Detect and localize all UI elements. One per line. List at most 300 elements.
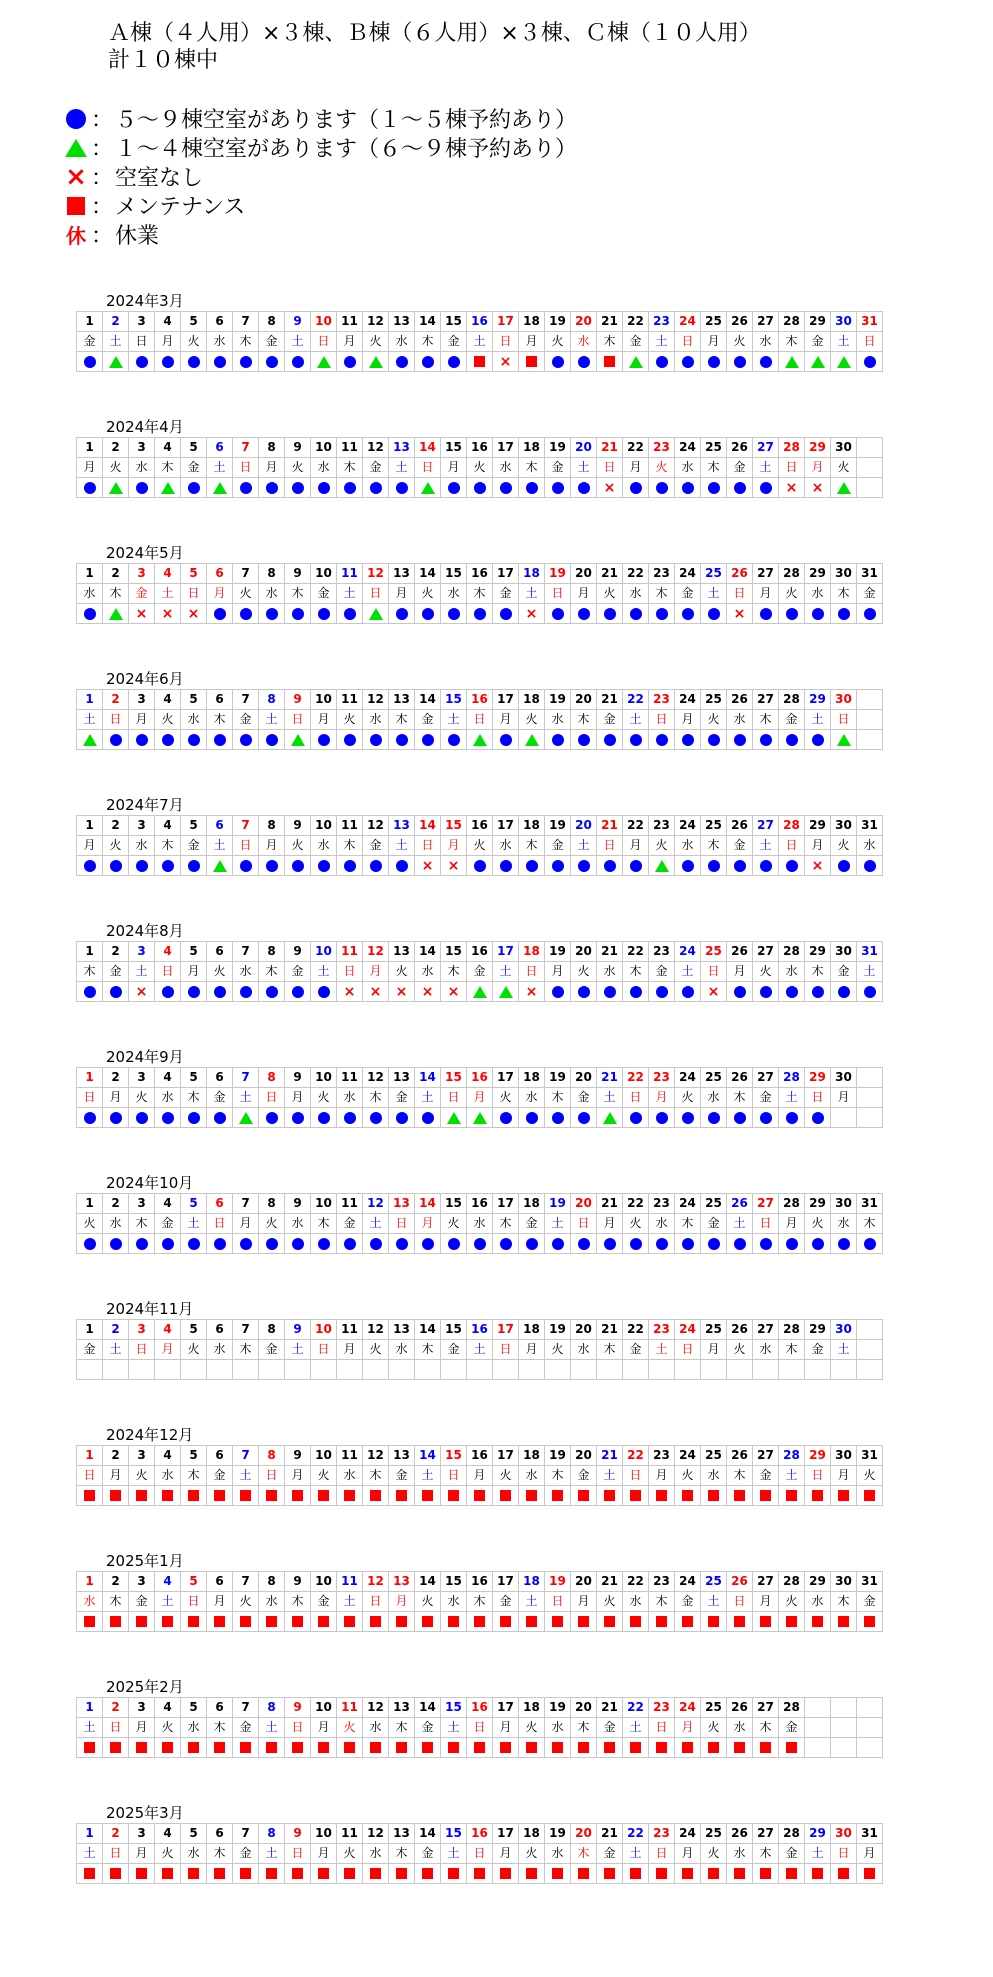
few-vacancy-triangle-icon — [525, 734, 539, 746]
maintenance-square-icon — [214, 1742, 225, 1753]
status-cell — [831, 1234, 857, 1254]
status-cell — [77, 1486, 103, 1506]
weekday-label: 火 — [701, 710, 727, 730]
status-cell — [233, 1864, 259, 1884]
vacancy-circle-icon — [318, 860, 330, 872]
status-cell — [831, 1360, 857, 1380]
status-cell — [675, 352, 701, 372]
weekday-label: 土 — [493, 962, 519, 982]
vacancy-circle-icon — [838, 1238, 850, 1250]
weekday-label: 金 — [805, 332, 831, 352]
weekday-label: 月 — [493, 1844, 519, 1864]
weekday-label: 水 — [779, 962, 805, 982]
day-number: 28 — [779, 438, 805, 458]
weekday-label: 金 — [415, 1718, 441, 1738]
weekday-label: 月 — [441, 836, 467, 856]
status-cell — [519, 1360, 545, 1380]
vacancy-circle-icon — [682, 482, 694, 494]
vacancy-circle-icon — [656, 1112, 668, 1124]
status-cell — [285, 1486, 311, 1506]
weekday-label: 木 — [545, 1088, 571, 1108]
status-cell — [805, 352, 831, 372]
status-cell — [493, 1738, 519, 1758]
status-cell — [571, 1738, 597, 1758]
day-number: 24 — [675, 1320, 701, 1340]
day-number: 21 — [597, 1194, 623, 1214]
status-cell — [519, 1234, 545, 1254]
day-number: 16 — [467, 438, 493, 458]
maintenance-square-icon — [604, 1616, 615, 1627]
day-number: 26 — [727, 312, 753, 332]
day-number: 16 — [467, 312, 493, 332]
status-cell — [805, 1360, 831, 1380]
maintenance-square-icon — [734, 1868, 745, 1879]
weekday-label: 木 — [623, 962, 649, 982]
day-number: 28 — [779, 942, 805, 962]
day-number: 22 — [623, 1068, 649, 1088]
status-cell — [831, 856, 857, 876]
weekday-label: 水 — [727, 1718, 753, 1738]
legend — [66, 104, 577, 249]
maintenance-square-icon — [760, 1868, 771, 1879]
weekday-label: 土 — [805, 1844, 831, 1864]
day-number: 20 — [571, 816, 597, 836]
weekday-label: 水 — [727, 710, 753, 730]
day-number: 30 — [831, 1446, 857, 1466]
vacancy-circle-icon — [292, 1238, 304, 1250]
maintenance-square-icon — [422, 1742, 433, 1753]
weekday-label: 土 — [363, 1214, 389, 1234]
month-calendar — [76, 922, 883, 1048]
weekday-label: 日 — [181, 584, 207, 604]
legend-item-kyu — [66, 220, 577, 249]
status-cell — [103, 1360, 129, 1380]
status-cell — [493, 730, 519, 750]
weekday-label: 日 — [701, 962, 727, 982]
day-number: 30 — [831, 942, 857, 962]
status-row — [77, 352, 883, 372]
status-cell — [103, 1486, 129, 1506]
day-number: 12 — [363, 942, 389, 962]
status-cell — [831, 982, 857, 1002]
weekday-label: 金 — [753, 1466, 779, 1486]
full-cross-icon: × — [369, 983, 382, 1000]
weekday-label: 金 — [545, 458, 571, 478]
day-number: 13 — [389, 1320, 415, 1340]
day-number: 19 — [545, 438, 571, 458]
maintenance-square-icon — [266, 1868, 277, 1879]
status-cell — [727, 478, 753, 498]
status-cell — [415, 1738, 441, 1758]
weekday-label: 金 — [571, 1466, 597, 1486]
legend-colon: ： — [91, 137, 114, 162]
status-row — [77, 478, 883, 498]
day-number: 28 — [779, 312, 805, 332]
maintenance-square-icon — [474, 1742, 485, 1753]
weekday-label: 日 — [597, 458, 623, 478]
status-cell — [233, 1612, 259, 1632]
weekday-label: 日 — [129, 1340, 155, 1360]
weekday-label: 木 — [207, 1844, 233, 1864]
status-cell — [155, 478, 181, 498]
status-cell — [207, 1864, 233, 1884]
weekday-label: 金 — [623, 332, 649, 352]
vacancy-circle-icon — [604, 1238, 616, 1250]
day-number: 24 — [675, 1698, 701, 1718]
weekday-label: 月 — [129, 1718, 155, 1738]
day-number: 27 — [753, 1698, 779, 1718]
status-cell — [311, 352, 337, 372]
day-number: 30 — [831, 816, 857, 836]
weekday-label: 日 — [233, 836, 259, 856]
weekday-label: 金 — [363, 458, 389, 478]
day-number: 27 — [753, 1068, 779, 1088]
few-vacancy-triangle-icon — [213, 482, 227, 494]
vacancy-circle-icon — [396, 608, 408, 620]
weekday-label: 月 — [857, 1844, 883, 1864]
status-cell — [545, 604, 571, 624]
weekday-label: 水 — [701, 1088, 727, 1108]
status-cell — [441, 604, 467, 624]
day-number: 2 — [103, 816, 129, 836]
weekday-label: 水 — [597, 962, 623, 982]
day-number: 7 — [233, 1320, 259, 1340]
status-cell — [779, 1360, 805, 1380]
vacancy-circle-icon — [370, 1112, 382, 1124]
status-cell — [623, 1738, 649, 1758]
day-number: 6 — [207, 564, 233, 584]
maintenance-square-icon — [786, 1616, 797, 1627]
day-number: 12 — [363, 312, 389, 332]
status-cell — [753, 1864, 779, 1884]
day-number: 13 — [389, 1068, 415, 1088]
status-cell — [727, 1738, 753, 1758]
day-number: 28 — [779, 1572, 805, 1592]
status-cell — [519, 856, 545, 876]
day-number: 20 — [571, 1446, 597, 1466]
weekday-label: 日 — [129, 332, 155, 352]
day-number: 26 — [727, 564, 753, 584]
status-cell — [103, 730, 129, 750]
vacancy-circle-icon — [474, 860, 486, 872]
few-vacancy-triangle-icon — [447, 1112, 461, 1124]
vacancy-circle-icon — [214, 986, 226, 998]
vacancy-circle-icon — [266, 482, 278, 494]
status-cell — [831, 1486, 857, 1506]
status-cell — [675, 856, 701, 876]
day-number: 23 — [649, 1320, 675, 1340]
day-number: 9 — [285, 690, 311, 710]
weekday-label: 水 — [103, 1214, 129, 1234]
status-cell — [77, 1612, 103, 1632]
maintenance-square-icon — [604, 1868, 615, 1879]
few-vacancy-triangle-icon — [785, 356, 799, 368]
status-cell — [857, 982, 883, 1002]
status-cell — [103, 604, 129, 624]
vacancy-circle-icon — [318, 608, 330, 620]
status-cell — [701, 604, 727, 624]
maintenance-square-icon — [84, 1742, 95, 1753]
status-cell — [311, 1738, 337, 1758]
status-cell — [129, 1486, 155, 1506]
weekday-label: 火 — [831, 458, 857, 478]
vacancy-circle-icon — [344, 1238, 356, 1250]
vacancy-circle-icon — [604, 986, 616, 998]
day-number: 6 — [207, 1572, 233, 1592]
weekday-label: 土 — [727, 1214, 753, 1234]
weekday-label: 金 — [311, 584, 337, 604]
weekday-label: 日 — [77, 1466, 103, 1486]
vacancy-circle-icon — [552, 608, 564, 620]
status-cell — [805, 982, 831, 1002]
weekday-label: 土 — [337, 1592, 363, 1612]
status-cell — [857, 1864, 883, 1884]
day-number: 29 — [805, 1068, 831, 1088]
vacancy-circle-icon — [188, 860, 200, 872]
status-cell — [649, 1486, 675, 1506]
status-cell — [701, 352, 727, 372]
status-cell — [519, 1108, 545, 1128]
status-cell — [519, 1738, 545, 1758]
vacancy-circle-icon — [136, 1112, 148, 1124]
vacancy-circle-icon — [292, 356, 304, 368]
day-number: 2 — [103, 312, 129, 332]
vacancy-circle-icon — [448, 482, 460, 494]
day-number: 24 — [675, 1446, 701, 1466]
weekday-label: 金 — [259, 332, 285, 352]
vacancy-circle-icon — [318, 986, 330, 998]
weekday-label: 水 — [675, 458, 701, 478]
weekday-label: 土 — [623, 1718, 649, 1738]
weekday-label: 月 — [753, 584, 779, 604]
status-cell — [155, 1486, 181, 1506]
weekday-label: 土 — [831, 332, 857, 352]
day-number: 26 — [727, 1824, 753, 1844]
day-number: 3 — [129, 816, 155, 836]
day-number: 16 — [467, 1068, 493, 1088]
day-number: 17 — [493, 564, 519, 584]
weekday-label: 日 — [493, 332, 519, 352]
weekday-label: 木 — [701, 836, 727, 856]
few-vacancy-triangle-icon — [603, 1112, 617, 1124]
status-cell — [103, 1108, 129, 1128]
weekday-label: 日 — [389, 1214, 415, 1234]
full-cross-icon: × — [525, 605, 538, 622]
day-number: 14 — [415, 1698, 441, 1718]
status-cell — [233, 1108, 259, 1128]
day-number: 23 — [649, 1698, 675, 1718]
weekday-label: 水 — [857, 836, 883, 856]
full-cross-icon: × — [161, 605, 174, 622]
day-number: 4 — [155, 1320, 181, 1340]
weekday-label: 月 — [519, 1340, 545, 1360]
vacancy-circle-icon — [708, 608, 720, 620]
status-cell — [779, 1612, 805, 1632]
weekday-label: 火 — [155, 1844, 181, 1864]
weekday-label: 日 — [805, 1466, 831, 1486]
status-cell — [571, 982, 597, 1002]
status-cell — [571, 1360, 597, 1380]
day-number: 22 — [623, 1194, 649, 1214]
day-number: 14 — [415, 1572, 441, 1592]
status-cell — [337, 1738, 363, 1758]
weekday-label: 月 — [337, 332, 363, 352]
status-cell — [753, 1234, 779, 1254]
status-cell — [701, 1360, 727, 1380]
vacancy-circle-icon — [578, 1238, 590, 1250]
day-number: 15 — [441, 1572, 467, 1592]
day-number: 21 — [597, 312, 623, 332]
weekday-label: 土 — [77, 1844, 103, 1864]
weekday-label: 木 — [181, 1088, 207, 1108]
maintenance-square-icon — [864, 1616, 875, 1627]
maintenance-square-icon — [604, 356, 615, 367]
status-cell — [493, 982, 519, 1002]
status-cell — [233, 352, 259, 372]
status-cell — [363, 982, 389, 1002]
weekday-label: 木 — [519, 458, 545, 478]
status-cell — [805, 856, 831, 876]
weekday-label: 月 — [285, 1088, 311, 1108]
status-cell — [259, 1234, 285, 1254]
day-number: 27 — [753, 1446, 779, 1466]
day-number: 5 — [181, 564, 207, 584]
month-table — [76, 1193, 883, 1254]
status-cell — [337, 1234, 363, 1254]
weekday-label: 火 — [597, 1592, 623, 1612]
day-number: 13 — [389, 564, 415, 584]
few-vacancy-triangle-icon — [109, 356, 123, 368]
status-cell — [415, 982, 441, 1002]
status-cell — [675, 604, 701, 624]
maintenance-square-icon — [110, 1868, 121, 1879]
vacancy-circle-icon — [266, 1112, 278, 1124]
day-number: 24 — [675, 690, 701, 710]
status-cell — [493, 1234, 519, 1254]
status-cell — [441, 1738, 467, 1758]
day-number: 19 — [545, 1824, 571, 1844]
vacancy-circle-icon — [708, 1112, 720, 1124]
status-cell — [727, 1360, 753, 1380]
vacancy-circle-icon — [136, 1238, 148, 1250]
vacancy-circle-icon — [682, 608, 694, 620]
day-number: 28 — [779, 1824, 805, 1844]
status-cell — [155, 1234, 181, 1254]
month-table — [76, 689, 883, 750]
header-line1: Ａ棟（４人用）×３棟、Ｂ棟（６人用）×３棟、Ｃ棟（１０人用） — [108, 21, 761, 46]
status-cell — [701, 1234, 727, 1254]
weekday-label: 水 — [181, 710, 207, 730]
empty-cell — [831, 1738, 857, 1758]
day-number: 5 — [181, 1068, 207, 1088]
status-cell — [77, 478, 103, 498]
day-number: 12 — [363, 1446, 389, 1466]
status-cell — [233, 856, 259, 876]
weekday-label: 金 — [441, 1340, 467, 1360]
day-number: 14 — [415, 1320, 441, 1340]
weekday-label: 水 — [545, 1844, 571, 1864]
status-cell — [779, 478, 805, 498]
day-number: 1 — [77, 816, 103, 836]
weekday-label: 金 — [77, 332, 103, 352]
day-number: 7 — [233, 690, 259, 710]
weekday-label: 水 — [571, 332, 597, 352]
status-cell — [675, 478, 701, 498]
day-number: 18 — [519, 438, 545, 458]
day-number: 28 — [779, 1068, 805, 1088]
day-number: 25 — [701, 1068, 727, 1088]
weekday-label: 火 — [311, 1088, 337, 1108]
status-cell — [233, 478, 259, 498]
status-cell — [545, 1360, 571, 1380]
vacancy-circle-icon — [864, 860, 876, 872]
status-cell — [389, 352, 415, 372]
weekday-label: 金 — [493, 584, 519, 604]
day-number: 22 — [623, 942, 649, 962]
weekday-label: 月 — [103, 1466, 129, 1486]
weekday-label: 土 — [129, 962, 155, 982]
weekday-label: 水 — [363, 710, 389, 730]
maintenance-square-icon — [240, 1868, 251, 1879]
status-cell — [415, 1108, 441, 1128]
status-cell — [623, 604, 649, 624]
status-cell — [623, 982, 649, 1002]
vacancy-circle-icon — [604, 860, 616, 872]
day-number: 23 — [649, 1824, 675, 1844]
maintenance-square-icon — [188, 1616, 199, 1627]
status-cell — [181, 1360, 207, 1380]
status-cell — [181, 1108, 207, 1128]
vacancy-circle-icon — [344, 482, 356, 494]
weekday-label: 月 — [129, 1844, 155, 1864]
day-number: 12 — [363, 816, 389, 836]
legend-label: １～４棟空室があります（６～９棟予約あり） — [115, 137, 578, 162]
status-cell — [363, 1864, 389, 1884]
vacancy-circle-icon — [786, 1112, 798, 1124]
status-cell — [545, 982, 571, 1002]
day-number: 20 — [571, 312, 597, 332]
day-number: 24 — [675, 312, 701, 332]
day-number: 3 — [129, 1320, 155, 1340]
weekday-label: 火 — [649, 458, 675, 478]
full-cross-icon: × — [447, 983, 460, 1000]
status-cell — [571, 352, 597, 372]
legend-item-circle — [66, 104, 577, 133]
day-number: 7 — [233, 1824, 259, 1844]
weekday-label: 水 — [649, 1214, 675, 1234]
weekday-label: 水 — [623, 584, 649, 604]
status-cell — [519, 730, 545, 750]
weekday-label: 火 — [155, 1718, 181, 1738]
status-cell — [129, 1108, 155, 1128]
status-row — [77, 856, 883, 876]
status-cell — [519, 604, 545, 624]
day-number: 3 — [129, 1824, 155, 1844]
day-number: 9 — [285, 942, 311, 962]
weekday-label: 月 — [571, 584, 597, 604]
weekday-label: 月 — [207, 584, 233, 604]
month-table — [76, 1319, 883, 1380]
vacancy-circle-icon — [786, 986, 798, 998]
vacancy-circle-icon — [292, 986, 304, 998]
month-calendar — [76, 418, 883, 544]
weekday-label: 木 — [597, 332, 623, 352]
weekday-label: 水 — [467, 1214, 493, 1234]
status-cell — [207, 1234, 233, 1254]
vacancy-circle-icon — [266, 1238, 278, 1250]
status-cell — [545, 1738, 571, 1758]
day-number: 24 — [675, 564, 701, 584]
